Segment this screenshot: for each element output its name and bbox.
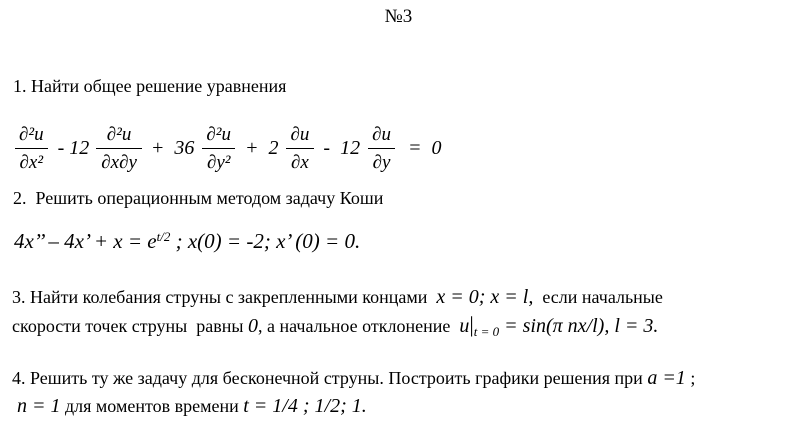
equation-term-1 [14,124,49,173]
text-run: 4. Решить ту же задачу для бесконечной струны. Построить графики решения при [12,368,648,388]
math-run: t = 1/4 ; 1/2; 1. [243,395,367,417]
evaluation-bar: | [469,312,474,337]
fraction-numerator: ∂u [290,124,310,145]
text-run: , а начальное отклонение [258,316,460,336]
term-coefficient: + 2 [245,137,279,159]
fraction-numerator: ∂²u [19,124,44,145]
exponent-superscript: t/2 [156,229,171,244]
math-run: 0 [248,315,258,337]
fraction-numerator: ∂²u [106,124,132,145]
fraction-numerator: ∂u [372,124,391,145]
term-coefficient: - 12 [323,137,361,159]
fraction [201,124,236,173]
problem-4-line-2 [12,392,695,420]
text-run: если начальные [533,287,663,307]
fraction-denominator: ∂x [286,148,314,173]
math-run: u [459,315,470,337]
problem-1-heading: 1. Найти общее решение уравнения [13,76,287,96]
fraction [96,124,142,173]
equation-term-3 [151,124,236,173]
text-run: ; [685,368,696,388]
fraction [14,124,49,173]
fraction [286,124,315,173]
equation-rest: ; x(0) = -2; x’ (0) = 0. [170,229,361,253]
equation-lhs: 4x’’ – 4x’ + x = e [14,229,157,253]
term-coefficient: - 12 [57,137,90,159]
problem-3-paragraph [12,284,663,345]
fraction-denominator: ∂x² [15,148,49,173]
text-run: 3. Найти колебания струны с закрепленными концами [12,287,437,307]
equation-rhs: = 0 [407,137,442,159]
fraction-denominator: ∂y [368,148,396,173]
math-run: = sin(π nx/l), l = 3. [499,315,659,337]
fraction-numerator: ∂²u [206,124,232,145]
fraction-denominator: ∂y² [202,148,236,173]
problem-4-line-1 [12,364,695,392]
equation-term-4 [245,124,314,173]
fraction [367,124,396,173]
cauchy-equation [14,229,360,254]
equation-term-2 [58,124,142,173]
text-run: скорости точек струны равны [12,316,248,336]
math-run: n = 1 [12,395,61,417]
math-run: a =1 [647,367,686,389]
term-coefficient: + 36 [150,137,195,159]
math-run: x = 0; x = l, [436,286,534,308]
problem-4-paragraph [12,364,695,420]
problem-3-line-2 [12,311,663,345]
document-title: №3 [384,6,413,27]
pde-equation [14,124,441,173]
text-run: для моментов времени [60,396,244,416]
condition-subscript: t = 0 [473,324,500,339]
equation-term-5 [323,124,396,173]
fraction-denominator: ∂x∂y [96,148,142,173]
problem-2-heading: 2. Решить операционным методом задачу Коши [13,188,384,208]
problem-3-line-1 [12,284,663,311]
